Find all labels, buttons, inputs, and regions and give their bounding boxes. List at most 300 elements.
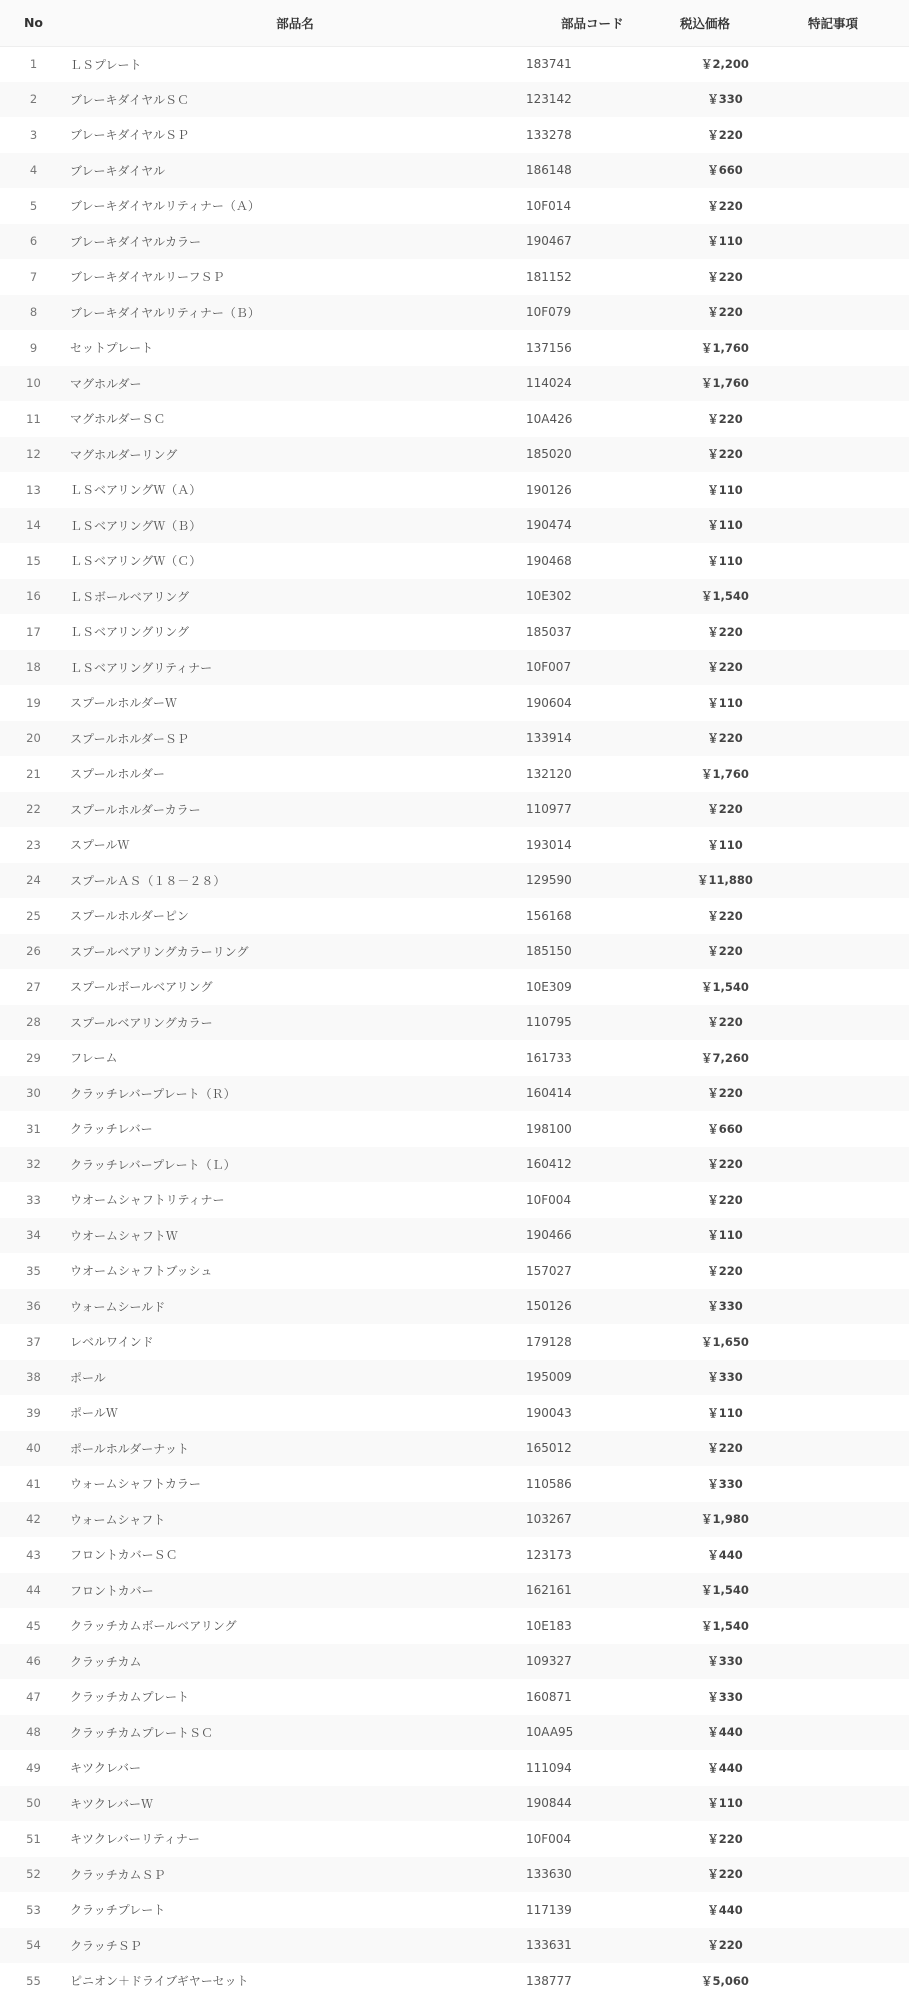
- price: ￥1,540: [701, 1618, 749, 1633]
- part-code: 160871: [526, 1689, 572, 1704]
- table-row: [0, 1431, 909, 1467]
- table-row: [0, 756, 909, 792]
- part-name: ＬＳボールベアリング: [70, 589, 190, 604]
- price: ￥660: [707, 1121, 743, 1136]
- row-number: 36: [26, 1299, 41, 1314]
- part-code: 181152: [526, 269, 572, 284]
- notes: [780, 685, 909, 721]
- notes: [780, 437, 909, 473]
- price: ￥220: [707, 127, 743, 142]
- table-row: [0, 1005, 909, 1041]
- row-number: 13: [26, 482, 41, 497]
- table-row: [0, 1892, 909, 1928]
- table-row: [0, 1821, 909, 1857]
- notes: [780, 1218, 909, 1254]
- price: ￥440: [707, 1725, 743, 1740]
- price: ￥440: [707, 1902, 743, 1917]
- row-number: 27: [26, 979, 41, 994]
- part-name: クラッチレバープレート（Ｌ）: [70, 1157, 236, 1172]
- part-name: ポールＷ: [70, 1406, 118, 1421]
- part-name: スプールＡＳ（１８－２８）: [70, 873, 226, 888]
- notes: [780, 259, 909, 295]
- header-part-code: 部品コード: [523, 0, 670, 46]
- notes: [780, 1253, 909, 1289]
- price: ￥1,980: [701, 1512, 749, 1527]
- table-row: [0, 1289, 909, 1325]
- table-row: [0, 827, 909, 863]
- table-row: [0, 543, 909, 579]
- price: ￥330: [707, 1689, 743, 1704]
- price: ￥110: [707, 695, 743, 710]
- part-code: 186148: [526, 163, 572, 178]
- table-row: [0, 330, 909, 366]
- row-number: 23: [26, 837, 41, 852]
- part-name: クラッチカムプレート: [70, 1690, 190, 1705]
- part-name: ウオームシャフトＷ: [70, 1228, 178, 1243]
- part-name: マグホルダー: [70, 376, 142, 391]
- part-name: ＬＳベアリングリティナー: [70, 660, 213, 675]
- notes: [780, 1644, 909, 1680]
- table-row: [0, 188, 909, 224]
- part-code: 156168: [526, 908, 572, 923]
- part-name: マグホルダーＳＣ: [70, 412, 166, 427]
- table-row: [0, 1147, 909, 1183]
- row-number: 18: [26, 660, 41, 675]
- price: ￥110: [707, 482, 743, 497]
- price: ￥7,260: [701, 1050, 749, 1065]
- notes: [780, 1679, 909, 1715]
- part-name: フレーム: [70, 1051, 118, 1066]
- notes: [780, 117, 909, 153]
- part-code: 10F004: [526, 1831, 572, 1846]
- part-code: 133630: [526, 1867, 572, 1882]
- header-notes: 特記事項: [780, 0, 909, 46]
- price: ￥220: [707, 1015, 743, 1030]
- part-name: フロントカバー: [70, 1583, 154, 1598]
- price: ￥110: [707, 1405, 743, 1420]
- price: ￥220: [707, 1831, 743, 1846]
- table-row: [0, 401, 909, 437]
- part-name: スプールボールベアリング: [70, 980, 213, 995]
- row-number: 12: [26, 447, 41, 462]
- part-code: 10E302: [526, 589, 572, 604]
- notes: [780, 1963, 909, 1999]
- part-code: 114024: [526, 376, 572, 391]
- price: ￥110: [707, 553, 743, 568]
- price: ￥110: [707, 518, 743, 533]
- price: ￥330: [707, 1476, 743, 1491]
- notes: [780, 969, 909, 1005]
- notes: [780, 1892, 909, 1928]
- notes: [780, 1040, 909, 1076]
- price: ￥440: [707, 1760, 743, 1775]
- part-name: ウオームシャフトリティナー: [70, 1193, 225, 1208]
- header-price: 税込価格: [670, 0, 780, 46]
- part-name: ポールホルダーナット: [70, 1441, 190, 1456]
- row-number: 49: [26, 1760, 41, 1775]
- row-number: 14: [26, 518, 41, 533]
- notes: [780, 1715, 909, 1751]
- part-code: 190468: [526, 553, 572, 568]
- table-row: [0, 1253, 909, 1289]
- table-row: [0, 1466, 909, 1502]
- price: ￥1,760: [701, 340, 749, 355]
- part-name: スプールホルダーＳＰ: [70, 731, 189, 746]
- notes: [780, 1466, 909, 1502]
- part-code: 10A426: [526, 411, 573, 426]
- part-code: 165012: [526, 1441, 572, 1456]
- row-number: 20: [26, 731, 41, 746]
- part-name: クラッチカムボールベアリング: [70, 1619, 237, 1634]
- row-number: 37: [26, 1334, 41, 1349]
- part-name: ウォームシャフト: [70, 1512, 166, 1527]
- part-code: 110977: [526, 802, 572, 817]
- notes: [780, 827, 909, 863]
- part-name: セットプレート: [70, 341, 154, 356]
- part-name: ＬＳベアリングＷ（Ｃ）: [70, 554, 202, 569]
- part-name: ポール: [70, 1370, 106, 1385]
- notes: [780, 472, 909, 508]
- table-row: [0, 1750, 909, 1786]
- row-number: 25: [26, 908, 41, 923]
- part-code: 103267: [526, 1512, 572, 1527]
- part-name: クラッチレバープレート（Ｒ）: [70, 1086, 236, 1101]
- part-code: 10AA95: [526, 1725, 574, 1740]
- notes: [780, 1608, 909, 1644]
- price: ￥1,760: [701, 766, 749, 781]
- part-code: 161733: [526, 1050, 572, 1065]
- price: ￥330: [707, 1370, 743, 1385]
- notes: [780, 792, 909, 828]
- row-number: 47: [26, 1689, 41, 1704]
- part-code: 117139: [526, 1902, 572, 1917]
- part-name: クラッチカムプレートＳＣ: [70, 1725, 214, 1740]
- part-name: ブレーキダイヤルリティナー（Ｂ）: [70, 305, 260, 320]
- notes: [780, 1537, 909, 1573]
- part-code: 10F079: [526, 305, 572, 320]
- row-number: 17: [26, 624, 41, 639]
- notes: [780, 153, 909, 189]
- part-code: 123142: [526, 92, 572, 107]
- part-code: 160414: [526, 1086, 572, 1101]
- notes: [780, 46, 909, 82]
- price: ￥220: [707, 1441, 743, 1456]
- row-number: 19: [26, 695, 41, 710]
- part-name: ブレーキダイヤルリティナー（Ａ）: [70, 199, 260, 214]
- header-row: [0, 0, 909, 46]
- table-header: [0, 0, 909, 46]
- table-row: [0, 295, 909, 331]
- notes: [780, 1289, 909, 1325]
- part-name: ＬＳプレート: [70, 57, 142, 72]
- table-body: [0, 46, 909, 1999]
- notes: [780, 1502, 909, 1538]
- table-row: [0, 1502, 909, 1538]
- table-row: [0, 46, 909, 82]
- part-name: ウォームシャフトカラー: [70, 1477, 201, 1492]
- row-number: 32: [26, 1157, 41, 1172]
- part-code: 133914: [526, 731, 572, 746]
- price: ￥220: [707, 1192, 743, 1207]
- part-code: 109327: [526, 1654, 572, 1669]
- part-code: 160412: [526, 1157, 572, 1172]
- part-code: 190466: [526, 1228, 572, 1243]
- part-name: ＬＳベアリングリング: [70, 625, 190, 640]
- notes: [780, 1928, 909, 1964]
- table-row: [0, 969, 909, 1005]
- header-no: No: [0, 0, 67, 46]
- header-part-name: 部品名: [67, 0, 523, 46]
- row-number: 52: [26, 1867, 41, 1882]
- price: ￥220: [707, 305, 743, 320]
- part-name: ブレーキダイヤルＳＣ: [70, 92, 190, 107]
- notes: [780, 543, 909, 579]
- price: ￥220: [707, 198, 743, 213]
- table-row: [0, 366, 909, 402]
- notes: [780, 1573, 909, 1609]
- price: ￥660: [707, 163, 743, 178]
- part-name: クラッチカム: [70, 1654, 142, 1669]
- price: ￥330: [707, 1299, 743, 1314]
- part-name: ブレーキダイヤルカラー: [70, 234, 202, 249]
- table-row: [0, 614, 909, 650]
- part-name: クラッチレバー: [70, 1122, 153, 1137]
- row-number: 15: [26, 553, 41, 568]
- part-name: ＬＳベアリングＷ（Ｂ）: [70, 518, 202, 533]
- price: ￥220: [707, 731, 743, 746]
- table-row: [0, 1928, 909, 1964]
- part-name: スプールホルダー: [70, 767, 165, 782]
- notes: [780, 1786, 909, 1822]
- part-code: 185150: [526, 944, 572, 959]
- price: ￥110: [707, 234, 743, 249]
- notes: [780, 1147, 909, 1183]
- table-row: [0, 1395, 909, 1431]
- part-code: 183741: [526, 57, 572, 71]
- price: ￥110: [707, 837, 743, 852]
- part-name: キツクレバー: [70, 1761, 142, 1776]
- notes: [780, 401, 909, 437]
- price: ￥220: [707, 1157, 743, 1172]
- table-row: [0, 1324, 909, 1360]
- part-code: 129590: [526, 873, 572, 888]
- price: ￥220: [707, 908, 743, 923]
- table-row: [0, 1679, 909, 1715]
- notes: [780, 295, 909, 331]
- part-name: スプールベアリングカラー: [70, 1015, 213, 1030]
- price: ￥220: [707, 802, 743, 817]
- notes: [780, 579, 909, 615]
- row-number: 51: [26, 1831, 41, 1846]
- part-name: ブレーキダイヤルＳＰ: [70, 128, 190, 143]
- part-name: レベルワインド: [70, 1335, 154, 1350]
- row-number: 38: [26, 1370, 41, 1385]
- table-row: [0, 650, 909, 686]
- table-row: [0, 1608, 909, 1644]
- part-code: 132120: [526, 766, 572, 781]
- table-row: [0, 792, 909, 828]
- part-name: スプールホルダーピン: [70, 909, 189, 924]
- row-number: 43: [26, 1547, 41, 1562]
- notes: [780, 82, 909, 118]
- table-row: [0, 1963, 909, 1999]
- table-row: [0, 437, 909, 473]
- row-number: 48: [26, 1725, 41, 1740]
- part-code: 185037: [526, 624, 572, 639]
- price: ￥220: [707, 447, 743, 462]
- price: ￥1,540: [701, 589, 749, 604]
- part-name: クラッチプレート: [70, 1903, 166, 1918]
- part-code: 179128: [526, 1334, 572, 1349]
- notes: [780, 1005, 909, 1041]
- row-number: 33: [26, 1192, 41, 1207]
- notes: [780, 1750, 909, 1786]
- price: ￥1,760: [701, 376, 749, 391]
- row-number: 44: [26, 1583, 41, 1598]
- price: ￥220: [707, 1086, 743, 1101]
- part-code: 10F007: [526, 660, 572, 675]
- part-code: 138777: [526, 1973, 572, 1988]
- table-row: [0, 685, 909, 721]
- part-name: スプールホルダーカラー: [70, 802, 201, 817]
- notes: [780, 650, 909, 686]
- row-number: 30: [26, 1086, 41, 1101]
- row-number: 34: [26, 1228, 41, 1243]
- part-code: 190844: [526, 1796, 572, 1811]
- price: ￥5,060: [701, 1973, 749, 1988]
- notes: [780, 224, 909, 260]
- notes: [780, 1324, 909, 1360]
- price: ￥1,650: [701, 1334, 749, 1349]
- row-number: 2: [29, 92, 38, 107]
- price: ￥220: [707, 411, 743, 426]
- row-number: 55: [26, 1973, 41, 1988]
- notes: [780, 188, 909, 224]
- part-code: 190043: [526, 1405, 572, 1420]
- price: ￥330: [707, 92, 743, 107]
- price: ￥2,200: [701, 57, 749, 71]
- table-row: [0, 508, 909, 544]
- table-row: [0, 1786, 909, 1822]
- table-row: [0, 579, 909, 615]
- row-number: 39: [26, 1405, 41, 1420]
- row-number: 41: [26, 1476, 41, 1491]
- table-row: [0, 472, 909, 508]
- part-name: ＬＳベアリングＷ（Ａ）: [70, 483, 202, 498]
- notes: [780, 1857, 909, 1893]
- part-code: 10E183: [526, 1618, 572, 1633]
- table-row: [0, 1076, 909, 1112]
- table-row: [0, 863, 909, 899]
- part-name: スプールホルダーＷ: [70, 696, 177, 711]
- table-row: [0, 1537, 909, 1573]
- price: ￥1,540: [701, 979, 749, 994]
- table-row: [0, 82, 909, 118]
- notes: [780, 1821, 909, 1857]
- row-number: 42: [26, 1512, 41, 1527]
- table-row: [0, 1857, 909, 1893]
- row-number: 11: [26, 411, 41, 426]
- part-name: クラッチカムＳＰ: [70, 1867, 166, 1882]
- row-number: 5: [29, 198, 38, 213]
- notes: [780, 863, 909, 899]
- price: ￥1,540: [701, 1583, 749, 1598]
- notes: [780, 508, 909, 544]
- table-row: [0, 1040, 909, 1076]
- part-name: クラッチＳＰ: [70, 1938, 142, 1953]
- row-number: 45: [26, 1618, 41, 1633]
- part-code: 137156: [526, 340, 572, 355]
- table-row: [0, 153, 909, 189]
- part-name: スプールＷ: [70, 838, 130, 853]
- part-code: 198100: [526, 1121, 572, 1136]
- part-code: 133278: [526, 127, 572, 142]
- part-name: ブレーキダイヤル: [70, 163, 166, 178]
- table-row: [0, 934, 909, 970]
- part-name: ウオームシャフトブッシュ: [70, 1264, 213, 1279]
- price: ￥220: [707, 269, 743, 284]
- part-name: フロントカバーＳＣ: [70, 1548, 178, 1563]
- row-number: 16: [26, 589, 41, 604]
- price: ￥220: [707, 660, 743, 675]
- row-number: 4: [29, 163, 38, 178]
- notes: [780, 1360, 909, 1396]
- part-code: 10F004: [526, 1192, 572, 1207]
- part-code: 110795: [526, 1015, 572, 1030]
- part-code: 10F014: [526, 198, 572, 213]
- part-code: 10E309: [526, 979, 572, 994]
- part-name: キツクレバーリティナー: [70, 1832, 200, 1847]
- part-name: ピニオン＋ドライブギヤーセット: [70, 1974, 249, 1989]
- notes: [780, 1395, 909, 1431]
- row-number: 24: [26, 873, 41, 888]
- part-code: 123173: [526, 1547, 572, 1562]
- part-code: 111094: [526, 1760, 572, 1775]
- part-code: 190126: [526, 482, 572, 497]
- row-number: 46: [26, 1654, 41, 1669]
- price: ￥440: [707, 1547, 743, 1562]
- table-row: [0, 1218, 909, 1254]
- table-row: [0, 721, 909, 757]
- notes: [780, 898, 909, 934]
- price: ￥11,880: [697, 873, 753, 888]
- row-number: 22: [26, 802, 41, 817]
- notes: [780, 1182, 909, 1218]
- part-code: 162161: [526, 1583, 572, 1598]
- price: ￥220: [707, 1263, 743, 1278]
- part-code: 190474: [526, 518, 572, 533]
- part-code: 110586: [526, 1476, 572, 1491]
- part-code: 150126: [526, 1299, 572, 1314]
- notes: [780, 721, 909, 757]
- part-name: キツクレバーＷ: [70, 1796, 154, 1811]
- price: ￥110: [707, 1228, 743, 1243]
- table-row: [0, 224, 909, 260]
- row-number: 21: [26, 766, 41, 781]
- row-number: 7: [29, 269, 38, 284]
- table-row: [0, 1573, 909, 1609]
- row-number: 6: [29, 234, 38, 249]
- notes: [780, 1111, 909, 1147]
- notes: [780, 366, 909, 402]
- part-code: 157027: [526, 1263, 572, 1278]
- table-row: [0, 1644, 909, 1680]
- row-number: 10: [26, 376, 41, 391]
- notes: [780, 1431, 909, 1467]
- notes: [780, 1076, 909, 1112]
- row-number: 8: [29, 305, 38, 320]
- table-row: [0, 898, 909, 934]
